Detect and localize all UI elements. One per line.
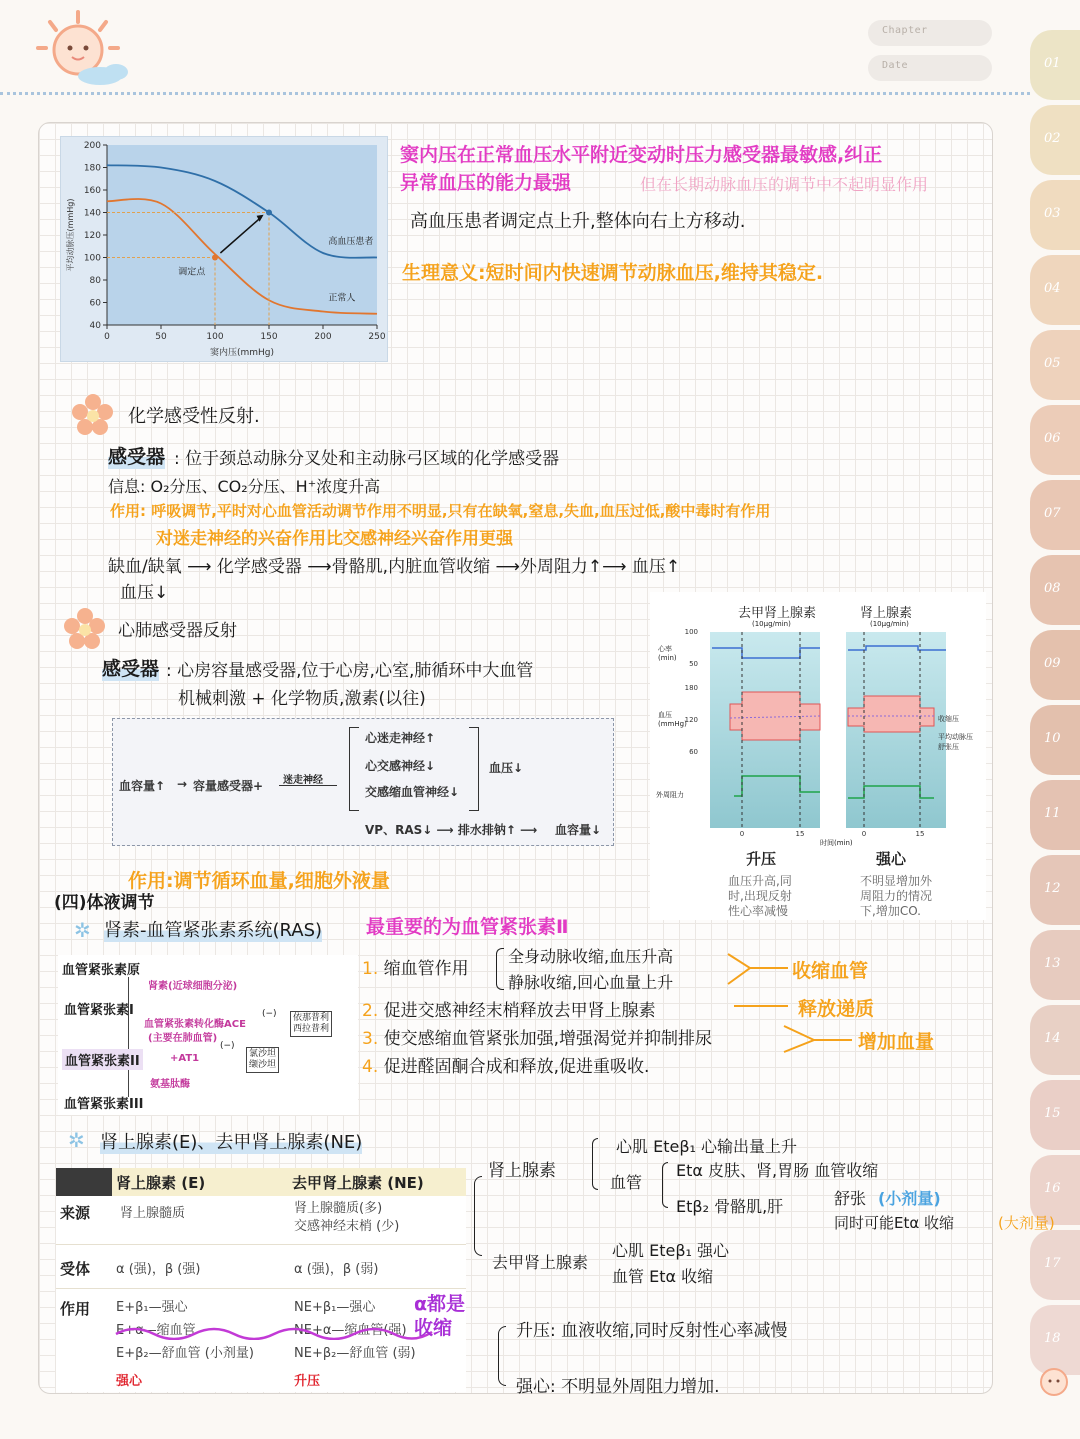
ras-note: 最重要的为血管紧张素Ⅱ — [366, 916, 569, 938]
chapter-tab-17[interactable]: 17 — [1030, 1230, 1080, 1300]
chapter-tab-10[interactable]: 10 — [1030, 705, 1080, 775]
chapter-tab-16[interactable]: 16 — [1030, 1155, 1080, 1225]
chem-title: 化学感受性反射. — [128, 406, 260, 427]
chem-receptor-label: 感受器 — [108, 442, 165, 469]
th-e: 肾上腺素 (E) — [116, 1174, 206, 1192]
row-label-receptor: 受体 — [60, 1260, 91, 1278]
row-divider — [56, 1244, 466, 1245]
y-tick-label: 40 — [89, 321, 101, 331]
cardio-stim: 机械刺激 + 化学物质,激素(以往) — [178, 689, 426, 709]
e-title: 肾上腺素 — [488, 1161, 556, 1181]
chem-effect2: 对迷走神经的兴奋作用比交感神经兴奋作用更强 — [156, 529, 513, 549]
ras-inh2: 氯沙坦 缬沙坦 — [246, 1047, 279, 1073]
catecholamine-chart-svg — [650, 592, 986, 842]
chart2-col2: 肾上腺素 — [860, 606, 913, 621]
ne-heart: 心肌 Eteβ₁ 强心 — [612, 1241, 730, 1260]
ras-a1: 血管紧张素I — [64, 1003, 134, 1018]
baroreceptor-chart-svg — [61, 137, 389, 363]
e-v4b: (大剂量) — [998, 1214, 1055, 1232]
cell-e-source: 肾上腺髓质 — [120, 1206, 186, 1221]
chapter-tab-11[interactable]: 11 — [1030, 780, 1080, 850]
chart2-y-hr: 心率 (min) — [658, 645, 677, 662]
ras-diagram — [58, 955, 358, 1115]
series-label-1: 正常人 — [328, 293, 356, 304]
y-tick-label: 140 — [83, 208, 101, 219]
chart2-cap1-text: 血压升高,同 时,出现反射 性心率减慢 — [728, 874, 792, 918]
cardio-receptor-label: 感受器 — [102, 654, 159, 681]
chem-effect1: 作用: 呼吸调节,平时对心血管活动调节作用不明显,只有在缺氧,窒息,失血,血压过低,酸中毒时有作用 — [110, 502, 771, 520]
chart2-y-bp: 血压 (mmHg) — [658, 711, 687, 728]
cell-e-action: E+β₁—强心 E+α—缩血管 E+β₂—舒血管 (小剂量) — [116, 1300, 254, 1361]
vaso2: 静脉收缩,回心血量上升 — [508, 973, 674, 992]
chapter-tab-01[interactable]: 01 — [1030, 30, 1080, 100]
diag-nerve: 迷走神经 — [283, 775, 323, 786]
date-field[interactable]: Date — [868, 55, 992, 81]
cell-ne-source: 肾上腺髓质(多) 交感神经末梢 (少) — [294, 1201, 400, 1234]
chapter-tab-13[interactable]: 13 — [1030, 930, 1080, 1000]
ras-effect-1: 1. 缩血管作用 — [362, 959, 469, 979]
chapter-tab-18[interactable]: 18 — [1030, 1305, 1080, 1375]
humoral-section: (四)体液调节 — [54, 893, 155, 913]
diag-nerve-arrow — [279, 785, 337, 786]
diag-brace-left — [349, 727, 359, 811]
ras-e3: 氨基肽酶 — [150, 1079, 190, 1090]
chart2-legend-1: 平均动脉压 — [938, 733, 973, 741]
annotation-setpoint: 调定点 — [178, 267, 206, 278]
sun-sticker — [28, 8, 128, 88]
chapter-tab-04[interactable]: 04 — [1030, 255, 1080, 325]
cardio-title: 心肺感受器反射 — [118, 621, 237, 641]
diag-b2: 心交感神经↓ — [365, 759, 436, 773]
cell-ne-action: NE+β₁—强心 NE+α—缩血管(强) NE+β₂—舒血管 (弱) — [294, 1300, 416, 1361]
chart2-col1-sub: (10μg/min) — [752, 620, 791, 628]
volume-reflex-diagram — [112, 718, 614, 846]
chapter-tab-03[interactable]: 03 — [1030, 180, 1080, 250]
ras-inh1: 依那普利 西拉普利 — [290, 1011, 332, 1037]
chart2-y-tick-3: 120 — [684, 716, 698, 724]
e-vessel: 血管 — [610, 1173, 643, 1192]
y-tick-label: 180 — [83, 163, 101, 174]
e-v2: Etβ₂ 骨骼肌,肝 — [676, 1197, 784, 1216]
chart2-x-tick: 15 — [915, 830, 925, 838]
row-label-action: 作用 — [60, 1300, 91, 1318]
ras-at1: +AT1 — [170, 1053, 200, 1064]
ras-title: 肾素-血管紧张素系统(RAS) — [104, 916, 322, 942]
chart2-col2-sub: (10μg/min) — [870, 620, 909, 628]
y-axis-label: 平均动脉压(mmHg) — [66, 198, 75, 272]
table-corner — [56, 1168, 112, 1196]
cardio-effect: 作用:调节循环血量,细胞外液量 — [128, 870, 390, 892]
ras-a2: 血管紧张素II — [62, 1049, 143, 1070]
ras-e1: 肾素(近球细胞分泌) — [148, 981, 238, 992]
e-v3a: 舒张 — [834, 1189, 867, 1208]
y-tick-label: 60 — [89, 298, 101, 309]
chart2-x-tick: 15 — [795, 830, 805, 838]
snowflake-icon: ✲ — [68, 1128, 85, 1152]
purple-underline — [114, 1320, 434, 1340]
chart2-x-tick: 0 — [861, 830, 867, 838]
chapter-tab-09[interactable]: 09 — [1030, 630, 1080, 700]
catechol-table — [56, 1168, 466, 1392]
e-heart: 心肌 Eteβ₁ 心输出量上升 — [616, 1137, 798, 1156]
chapter-tab-05[interactable]: 05 — [1030, 330, 1080, 400]
th-ne: 去甲肾上腺素 (NE) — [292, 1174, 424, 1192]
cell-e-summary: 强心 — [116, 1374, 143, 1389]
ras-effect-3: 3. 使交感缩血管紧张加强,增强渴觉并抑制排尿 — [362, 1029, 713, 1049]
y-tick-label: 80 — [89, 276, 101, 286]
ras-minus1: (−) — [262, 1009, 277, 1019]
chapter-field[interactable]: Chapter — [868, 20, 992, 46]
note-line4: 生理意义:短时间内快速调节动脉血压,维持其稳定. — [402, 262, 824, 284]
chart2-cap1-title: 升压 — [746, 850, 777, 868]
sum1: 升压: 血液收缩,同时反射性心率减慢 — [516, 1321, 788, 1341]
e-v4a: 同时可能Etα 收缩 — [834, 1214, 955, 1232]
y-tick-label: 120 — [83, 231, 101, 241]
diag-bottom: VP、RAS↓ ⟶ 排水排钠↑ ⟶ — [365, 823, 538, 837]
chapter-tab-06[interactable]: 06 — [1030, 405, 1080, 475]
x-tick-label: 200 — [314, 332, 332, 342]
diag-b3: 交感缩血管神经↓ — [365, 785, 460, 799]
chem-chain2: 血压↓ — [120, 583, 169, 603]
chem-chain: 缺血/缺氧 ⟶ 化学感受器 ⟶骨骼肌,内脏血管收缩 ⟶外周阻力↑⟶ 血压↑ — [108, 557, 681, 577]
chart2-x-tick: 0 — [739, 830, 745, 838]
x-tick-label: 100 — [206, 332, 224, 342]
flower-icon — [70, 392, 116, 438]
vaso-brace — [496, 948, 504, 990]
setpoint-marker-1 — [266, 210, 272, 216]
chart2-col1: 去甲肾上腺素 — [738, 606, 817, 621]
cell-e-receptor: α (强)，β (强) — [116, 1262, 201, 1277]
ras-axis — [128, 977, 129, 1097]
x-tick-label: 250 — [368, 332, 386, 342]
alpha-note: α都是 收缩 — [414, 1293, 466, 1339]
row-label-source: 来源 — [60, 1204, 91, 1222]
x-tick-label: 50 — [155, 332, 167, 342]
series-label-0: 高血压患者 — [328, 237, 374, 247]
header-divider — [0, 92, 1030, 95]
setpoint-marker-0 — [212, 255, 218, 261]
note-line2a: 异常血压的能力最强 — [400, 172, 572, 194]
cardio-receptor-text: : 心房容量感受器,位于心房,心室,肺循环中大血管 — [166, 661, 534, 681]
diag-b1: 心迷走神经↑ — [365, 731, 436, 745]
chart2-legend-2: 舒张压 — [938, 743, 959, 751]
chart2-cap2-text: 不明显增加外 周阻力的情况 下,增加CO. — [860, 874, 933, 918]
catecholamine-chart — [650, 592, 986, 920]
x-tick-label: 0 — [104, 332, 110, 342]
e-v3b: (小剂量) — [878, 1189, 941, 1208]
diag-result: 血压↓ — [489, 761, 524, 775]
chart2-legend-0: 收缩压 — [938, 715, 959, 723]
sun-icon — [1032, 1360, 1076, 1404]
chapter-tab-15[interactable]: 15 — [1030, 1080, 1080, 1150]
chart2-cap2-title: 强心 — [876, 850, 907, 868]
cell-ne-receptor: α (强)，β (弱) — [294, 1262, 379, 1277]
diag-sensor: 容量感受器+ — [193, 779, 264, 793]
flower-icon — [62, 606, 108, 652]
e-brace — [592, 1138, 598, 1190]
ras-effect-4: 4. 促进醛固酮合成和释放,促进重吸收. — [362, 1057, 650, 1077]
baroreceptor-chart — [60, 136, 388, 362]
diag-brace-right — [469, 727, 479, 811]
e-v1: Etα 皮肤、肾,胃肠 血管收缩 — [676, 1161, 879, 1180]
x-axis-label: 窦内压(mmHg) — [209, 348, 275, 358]
cell-ne-summary: 升压 — [294, 1374, 321, 1389]
diag-bottom-end: 血容量↓ — [555, 823, 602, 837]
chart2-x-label: 时间(min) — [820, 839, 853, 847]
ras-effect-2: 2. 促进交感神经末梢释放去甲肾上腺素 — [362, 1001, 656, 1021]
note-line2b: 但在长期动脉血压的调节中不起明显作用 — [640, 175, 929, 194]
chem-info: 信息: O₂分压、CO₂分压、H⁺浓度升高 — [108, 477, 381, 496]
chapter-tab-07[interactable]: 07 — [1030, 480, 1080, 550]
y-tick-label: 200 — [83, 141, 101, 151]
row-divider — [56, 1288, 466, 1289]
chapter-tab-02[interactable]: 02 — [1030, 105, 1080, 175]
catechol-title: 肾上腺素(E)、去甲肾上腺素(NE) — [100, 1128, 362, 1154]
y-tick-label: 100 — [83, 253, 101, 264]
note-line1: 窦内压在正常血压水平附近变动时压力感受器最敏感,纠正 — [400, 144, 883, 166]
ras-tag1: 收缩血管 — [792, 960, 869, 982]
snowflake-icon: ✲ — [74, 918, 91, 942]
ne-title: 去甲肾上腺素 — [492, 1253, 589, 1272]
ras-tag3: 增加血量 — [858, 1031, 935, 1053]
chapter-tab-12[interactable]: 12 — [1030, 855, 1080, 925]
chart2-y-pr: 外周阻力 — [656, 791, 684, 799]
diag-start: 血容量↑ — [119, 779, 166, 793]
ras-a3: 血管紧张素III — [64, 1097, 144, 1112]
sum2: 强心: 不明显外周阻力增加. — [516, 1377, 720, 1397]
catechol-brace — [474, 1176, 482, 1256]
vaso1: 全身动脉收缩,血压升高 — [508, 947, 674, 966]
chapter-tab-14[interactable]: 14 — [1030, 1005, 1080, 1075]
e-vessel-brace — [662, 1162, 668, 1208]
ras-tag2: 释放递质 — [798, 998, 875, 1020]
chart2-y-tick-4: 60 — [689, 748, 698, 756]
summary-brace — [498, 1326, 506, 1386]
ras-a0: 血管紧张素原 — [62, 963, 141, 978]
y-tick-label: 160 — [83, 186, 101, 196]
chapter-tab-08[interactable]: 08 — [1030, 555, 1080, 625]
chart2-y-tick-0: 100 — [684, 628, 698, 636]
ras-e2: 血管紧张素转化酶ACE — [144, 1019, 246, 1030]
x-tick-label: 150 — [260, 332, 278, 342]
ne-vessel: 血管 Etα 收缩 — [612, 1267, 714, 1286]
chart2-y-tick-2: 180 — [684, 684, 698, 692]
note-line3: 高血压患者调定点上升,整体向右上方移动. — [410, 211, 746, 232]
diag-arrow: → — [177, 777, 188, 791]
ras-e2b: (主要在肺血管) — [148, 1033, 218, 1044]
ras-minus2: (−) — [220, 1041, 235, 1051]
chem-receptor-text: : 位于颈总动脉分叉处和主动脉弓区域的化学感受器 — [174, 449, 560, 469]
chart2-y-tick-1: 50 — [689, 660, 698, 668]
